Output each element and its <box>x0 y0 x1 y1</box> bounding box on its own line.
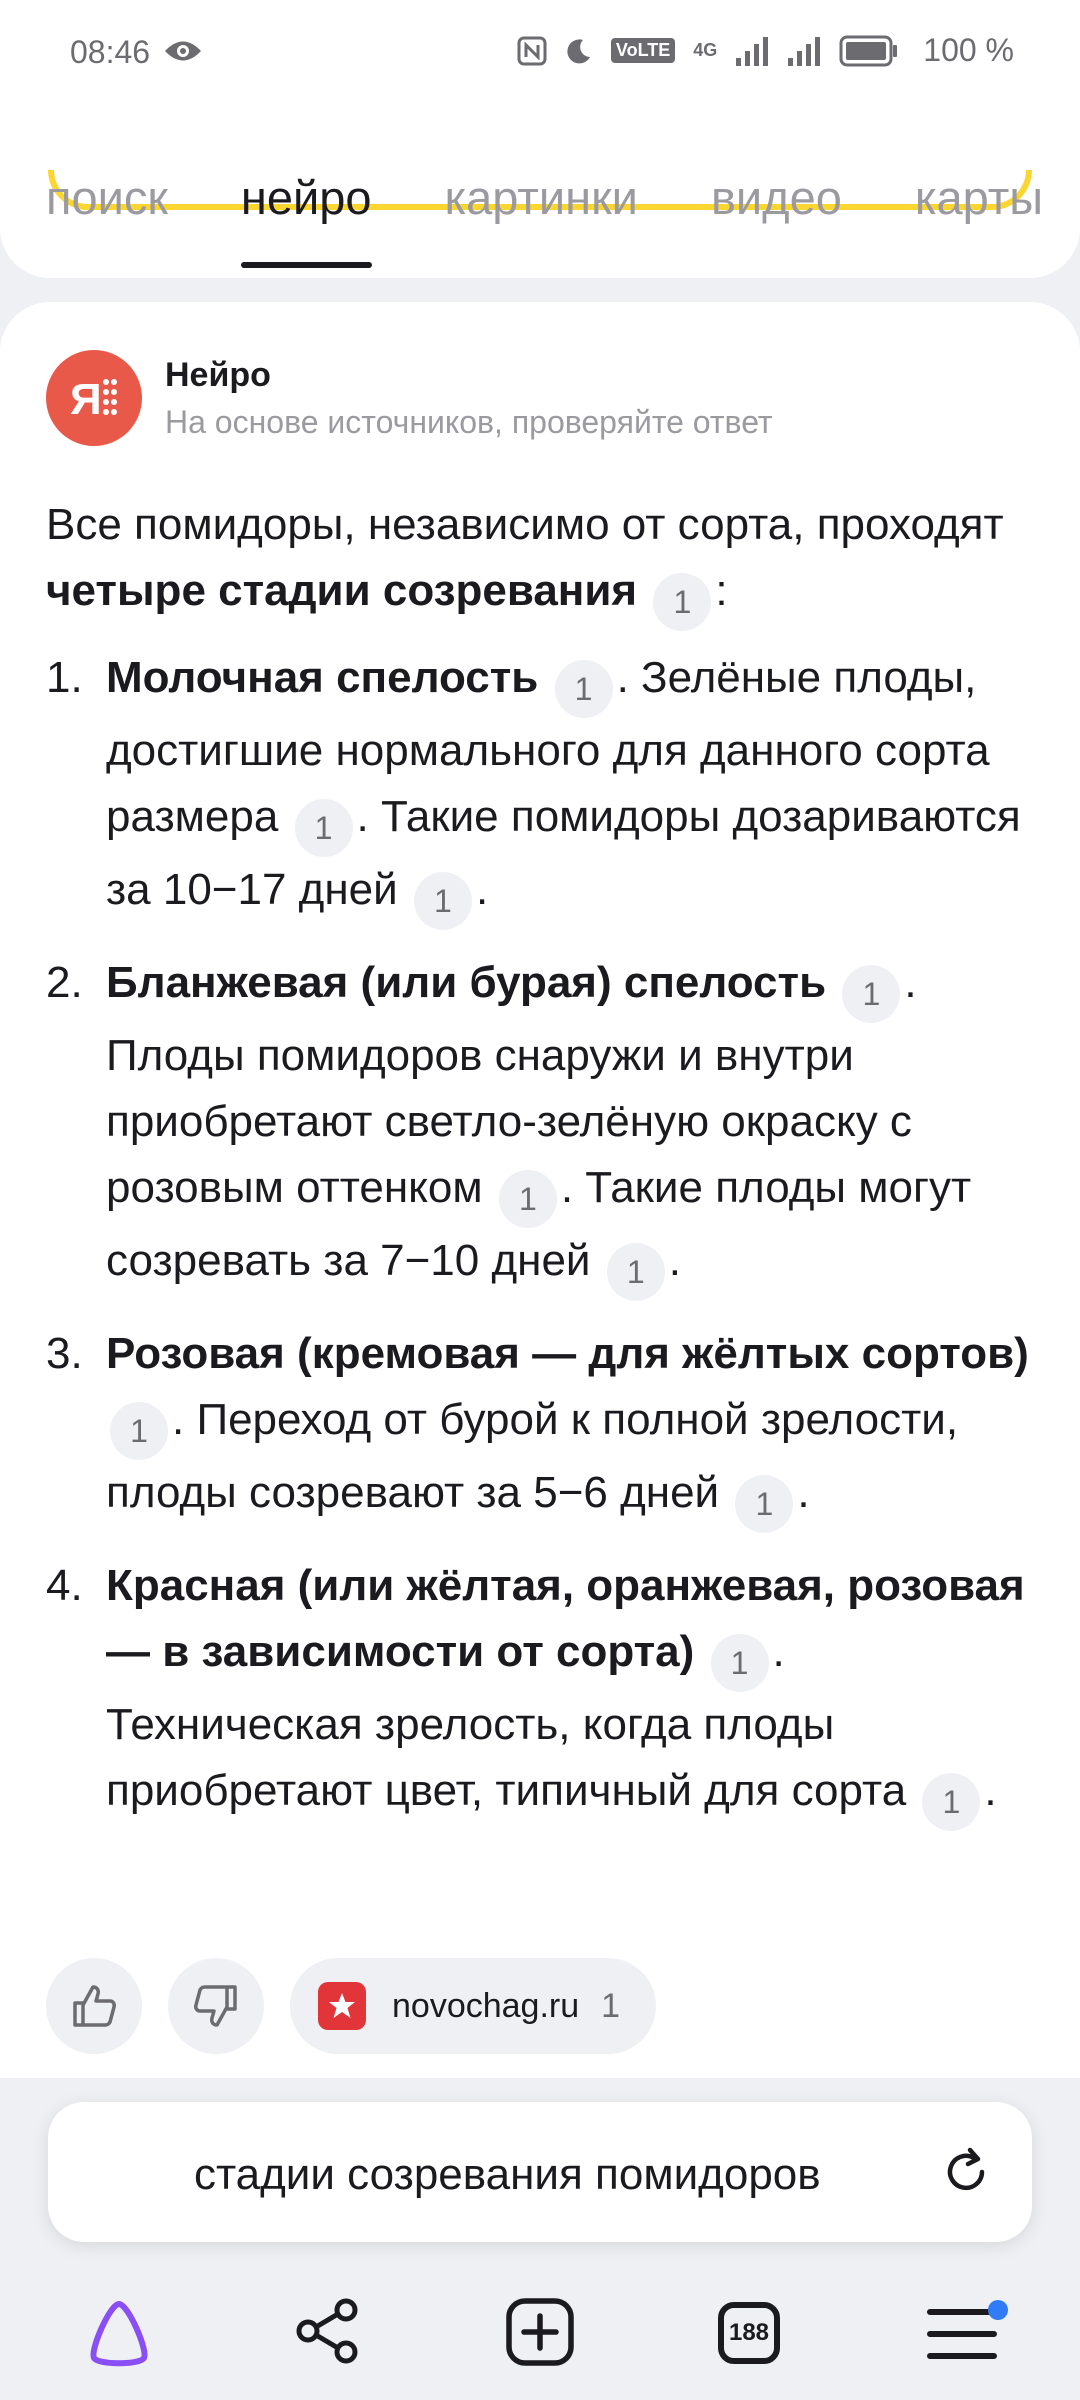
citation-ref[interactable]: 1 <box>110 1402 168 1460</box>
dislike-button[interactable] <box>168 1958 264 2054</box>
list-item: 4. Красная (или жёлтая, оранжевая, розовая — в зависимости от сорта) 1 . Техническая зрелость, когда плоды приобретают цвет, типичный для сорта 1 . <box>46 1553 1046 1831</box>
citation-ref[interactable]: 1 <box>414 872 472 930</box>
stage-title: Бланжевая (или бурая) спелость <box>106 958 827 1007</box>
tab-maps[interactable]: карты <box>914 171 1044 224</box>
neuro-subtitle: На основе источников, проверяйте ответ <box>165 404 773 440</box>
citation-ref[interactable]: 1 <box>735 1475 793 1533</box>
intro-text: Все помидоры, независимо от сорта, проходят <box>46 500 1004 549</box>
share-button[interactable] <box>292 2296 362 2371</box>
citation-ref[interactable]: 1 <box>295 799 353 857</box>
alice-button[interactable] <box>82 2296 156 2375</box>
list-number: 2. <box>46 958 83 1007</box>
neuro-logo-icon <box>64 368 124 428</box>
stage-text: . Переход от бурой к полной зрелости, плоды созревают за 5−6 дней <box>106 1395 959 1517</box>
stages-list <box>46 645 1046 1831</box>
tab-search[interactable]: поиск <box>46 171 168 224</box>
neuro-answer-card <box>0 302 1080 2078</box>
stage-text: . Зелёные плоды, достигшие нормального для данного сорта размера <box>106 653 990 841</box>
tab-video[interactable]: видео <box>710 171 842 224</box>
network-type: 4G <box>693 40 718 60</box>
list-item: 3. Розовая (кремовая — для жёлтых сортов) 1 . Переход от бурой к полной зрелости, плоды созревают за 5−6 дней 1 . <box>46 1321 1046 1533</box>
battery-percent: 100 % <box>923 32 1014 68</box>
list-number: 1. <box>46 653 83 702</box>
share-icon <box>292 2296 362 2366</box>
stage-title: Красная (или жёлтая, оранжевая, розовая — в зависимости от сорта) <box>106 1561 1025 1676</box>
stage-text: . Такие плоды могут созревать за 7−10 дней <box>106 1163 972 1285</box>
list-item: 2. Бланжевая (или бурая) спелость 1 . Плоды помидоров снаружи и внутри приобретают светло-зелёную окраску с розовым оттенком 1 . Такие плоды могут созревать за 7−10 дней 1 . <box>46 950 1046 1301</box>
nfc-icon <box>517 36 547 66</box>
notification-dot <box>988 2300 1008 2320</box>
source-chip[interactable] <box>290 1958 656 2054</box>
source-favicon-icon <box>318 1982 366 2030</box>
menu-button[interactable] <box>926 2306 998 2367</box>
source-domain: novochag.ru <box>392 1986 580 2025</box>
star-icon <box>327 1991 357 2021</box>
stage-text: . Такие помидоры дозариваются за 10−17 дней <box>106 792 1021 914</box>
status-bar <box>0 0 1080 90</box>
citation-ref[interactable]: 1 <box>711 1634 769 1692</box>
list-item: 1. Молочная спелость 1 . Зелёные плоды, достигшие нормального для данного сорта размера 1 . Такие помидоры дозариваются за 10−17 дней 1 . <box>46 645 1046 930</box>
tab-count: 188 <box>718 2302 780 2364</box>
search-tabs <box>46 170 1080 270</box>
citation-ref[interactable]: 1 <box>653 573 711 631</box>
stage-text: . Плоды помидоров снаружи и внутри приобретают светло-зелёную окраску с розовым оттенком <box>106 958 917 1212</box>
answer-actions <box>46 1958 656 2054</box>
signal-icon <box>735 36 769 66</box>
signal-icon-2 <box>787 36 821 66</box>
menu-icon <box>926 2306 998 2362</box>
stage-text: . Техническая зрелость, когда плоды приобретают цвет, типичный для сорта <box>106 1627 907 1815</box>
intro-bold: четыре стадии созревания <box>46 566 638 615</box>
neuro-title: Нейро <box>165 356 271 394</box>
battery-icon <box>839 35 899 67</box>
tab-neuro[interactable]: нейро <box>241 170 372 270</box>
volte-badge: VoLTE <box>611 38 675 63</box>
stage-title: Молочная спелость <box>106 653 539 702</box>
citation-ref[interactable]: 1 <box>555 660 613 718</box>
answer-body <box>46 492 1046 1851</box>
answer-intro: Все помидоры, независимо от сорта, проходят четыре стадии созревания 1 : <box>46 492 1046 631</box>
citation-ref[interactable]: 1 <box>842 965 900 1023</box>
alice-icon <box>82 2296 156 2370</box>
thumbs-down-icon <box>191 1981 241 2031</box>
like-button[interactable] <box>46 1958 142 2054</box>
stage-title: Розовая (кремовая — для жёлтых сортов) <box>106 1329 1029 1378</box>
status-time: 08:46 <box>70 34 151 70</box>
source-count: 1 <box>601 1986 621 2025</box>
list-number: 4. <box>46 1561 83 1610</box>
citation-ref[interactable]: 1 <box>607 1243 665 1301</box>
list-number: 3. <box>46 1329 83 1378</box>
tab-images[interactable]: картинки <box>444 171 638 224</box>
citation-ref[interactable]: 1 <box>499 1170 557 1228</box>
eye-icon <box>163 38 203 64</box>
query-text: стадии созревания помидоров <box>194 2150 821 2199</box>
citation-ref[interactable]: 1 <box>922 1773 980 1831</box>
neuro-logo <box>46 350 142 446</box>
bottom-navigation <box>0 2270 1080 2400</box>
refresh-icon[interactable] <box>940 2146 992 2198</box>
status-icons <box>517 32 1014 69</box>
query-box[interactable] <box>48 2102 1032 2242</box>
moon-icon <box>565 37 593 65</box>
tabs-button[interactable] <box>718 2302 780 2364</box>
new-tab-button[interactable] <box>504 2296 576 2373</box>
search-header <box>0 90 1080 278</box>
thumbs-up-icon <box>69 1981 119 2031</box>
svg-text:Я: Я <box>70 375 102 424</box>
plus-square-icon <box>504 2296 576 2368</box>
